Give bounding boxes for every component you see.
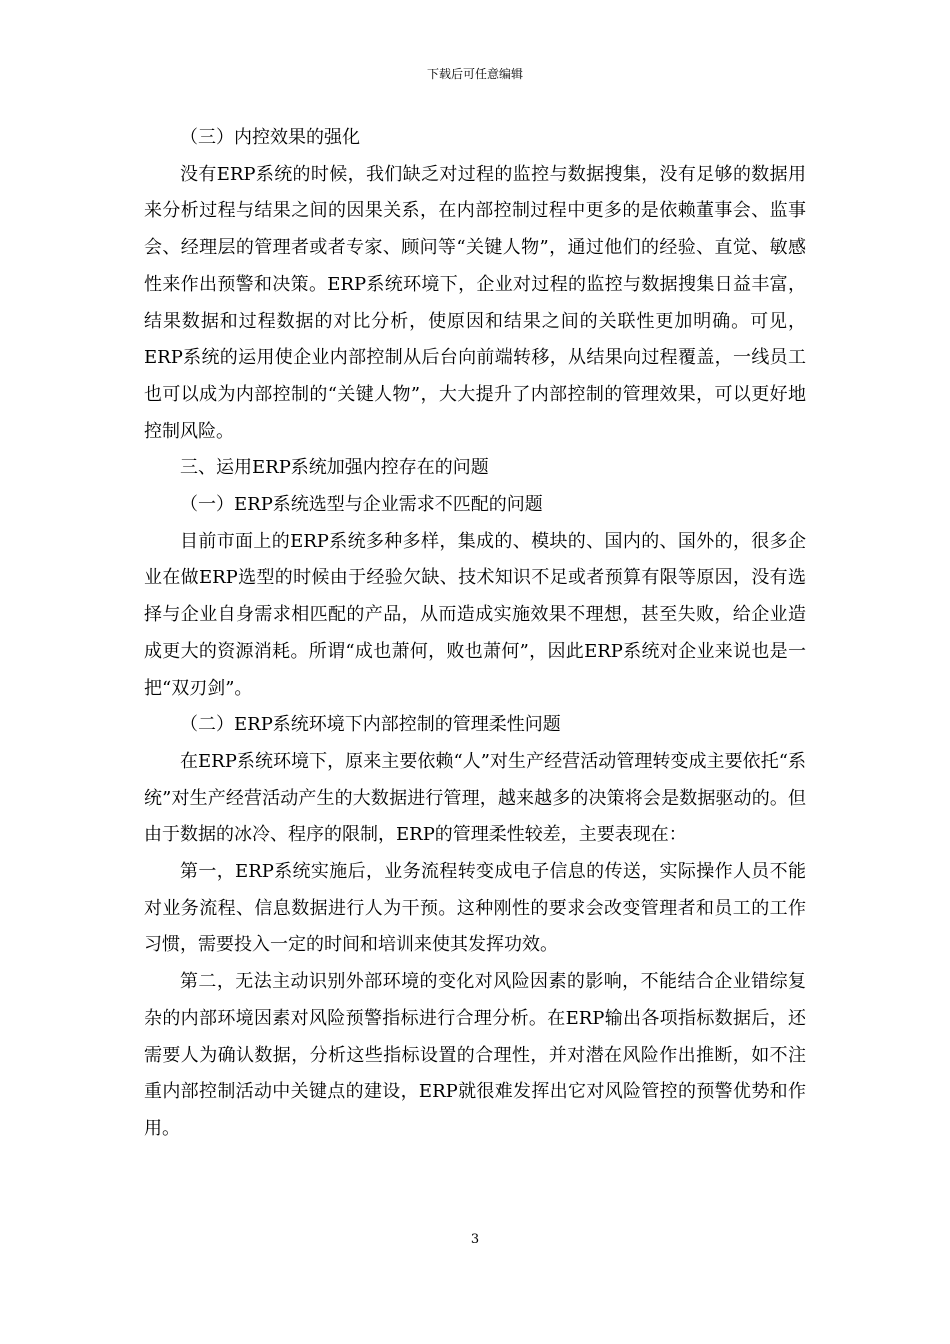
chapter-heading-problems: 三、运用ERP系统加强内控存在的问题 [180, 457, 489, 479]
section-heading-internal-control-effect: （三）内控效果的强化 [180, 127, 360, 148]
document-body [144, 120, 806, 1148]
section-heading-management-flexibility: （二）ERP系统环境下内部控制的管理柔性问题 [180, 714, 561, 736]
page-number: 3 [470, 1232, 480, 1247]
paragraph-first-point: 第一，ERP系统实施后，业务流程转变成电子信息的传送，实际操作人员不能对业务流程、信息数据进行人为干预。这种刚性的要求会改变管理者和员工的工作习惯，需要投入一定的时间和培训来使其发挥功效。 [144, 861, 806, 956]
paragraph-selection-mismatch: 目前市面上的ERP系统多种多样，集成的、模块的、国内的、国外的，很多企业在做ERP选型的时候由于经验欠缺、技术知识不足或者预算有限等原因，没有选择与企业自身需求相匹配的产品，从而造成实施效果不理想，甚至失败，给企业造成更大的资源消耗。所谓“成也萧何，败也萧何”，因此ERP系统对企业来说也是一把“双刃剑”。 [144, 530, 806, 699]
paragraph-erp-monitoring: 没有ERP系统的时候，我们缺乏对过程的监控与数据搜集，没有足够的数据用来分析过程与结果之间的因果关系，在内部控制过程中更多的是依赖董事会、监事会、经理层的管理者或者专家、顾问等“关键人物”，通过他们的经验、直觉、敏感性来作出预警和决策。ERP系统环境下，企业对过程的监控与数据搜集日益丰富，结果数据和过程数据的对比分析，使原因和结果之间的关联性更加明确。可见，ERP系统的运用使企业内部控制从后台向前端转移，从结果向过程覆盖，一线员工也可以成为内部控制的“关键人物”，大大提升了内部控制的管理效果，可以更好地控制风险。 [144, 163, 806, 442]
section-heading-selection-mismatch: （一）ERP系统选型与企业需求不匹配的问题 [180, 494, 543, 516]
paragraph-second-point: 第二，无法主动识别外部环境的变化对风险因素的影响，不能结合企业错综复杂的内部环境因素对风险预警指标进行合理分析。在ERP输出各项指标数据后，还需要人为确认数据，分析这些指标设置的合理性，并对潜在风险作出推断，如不注重内部控制活动中关键点的建设，ERP就很难发挥出它对风险管控的预警优势和作用。 [144, 971, 806, 1139]
page-header: 下载后可任意编辑 [426, 67, 523, 81]
paragraph-management-flexibility: 在ERP系统环境下，原来主要依赖“人”对生产经营活动管理转变成主要依托“系统”对生产经营活动产生的大数据进行管理，越来越多的决策将会是数据驱动的。但由于数据的冰冷、程序的限制，ERP的管理柔性较差，主要表现在： [144, 750, 806, 846]
